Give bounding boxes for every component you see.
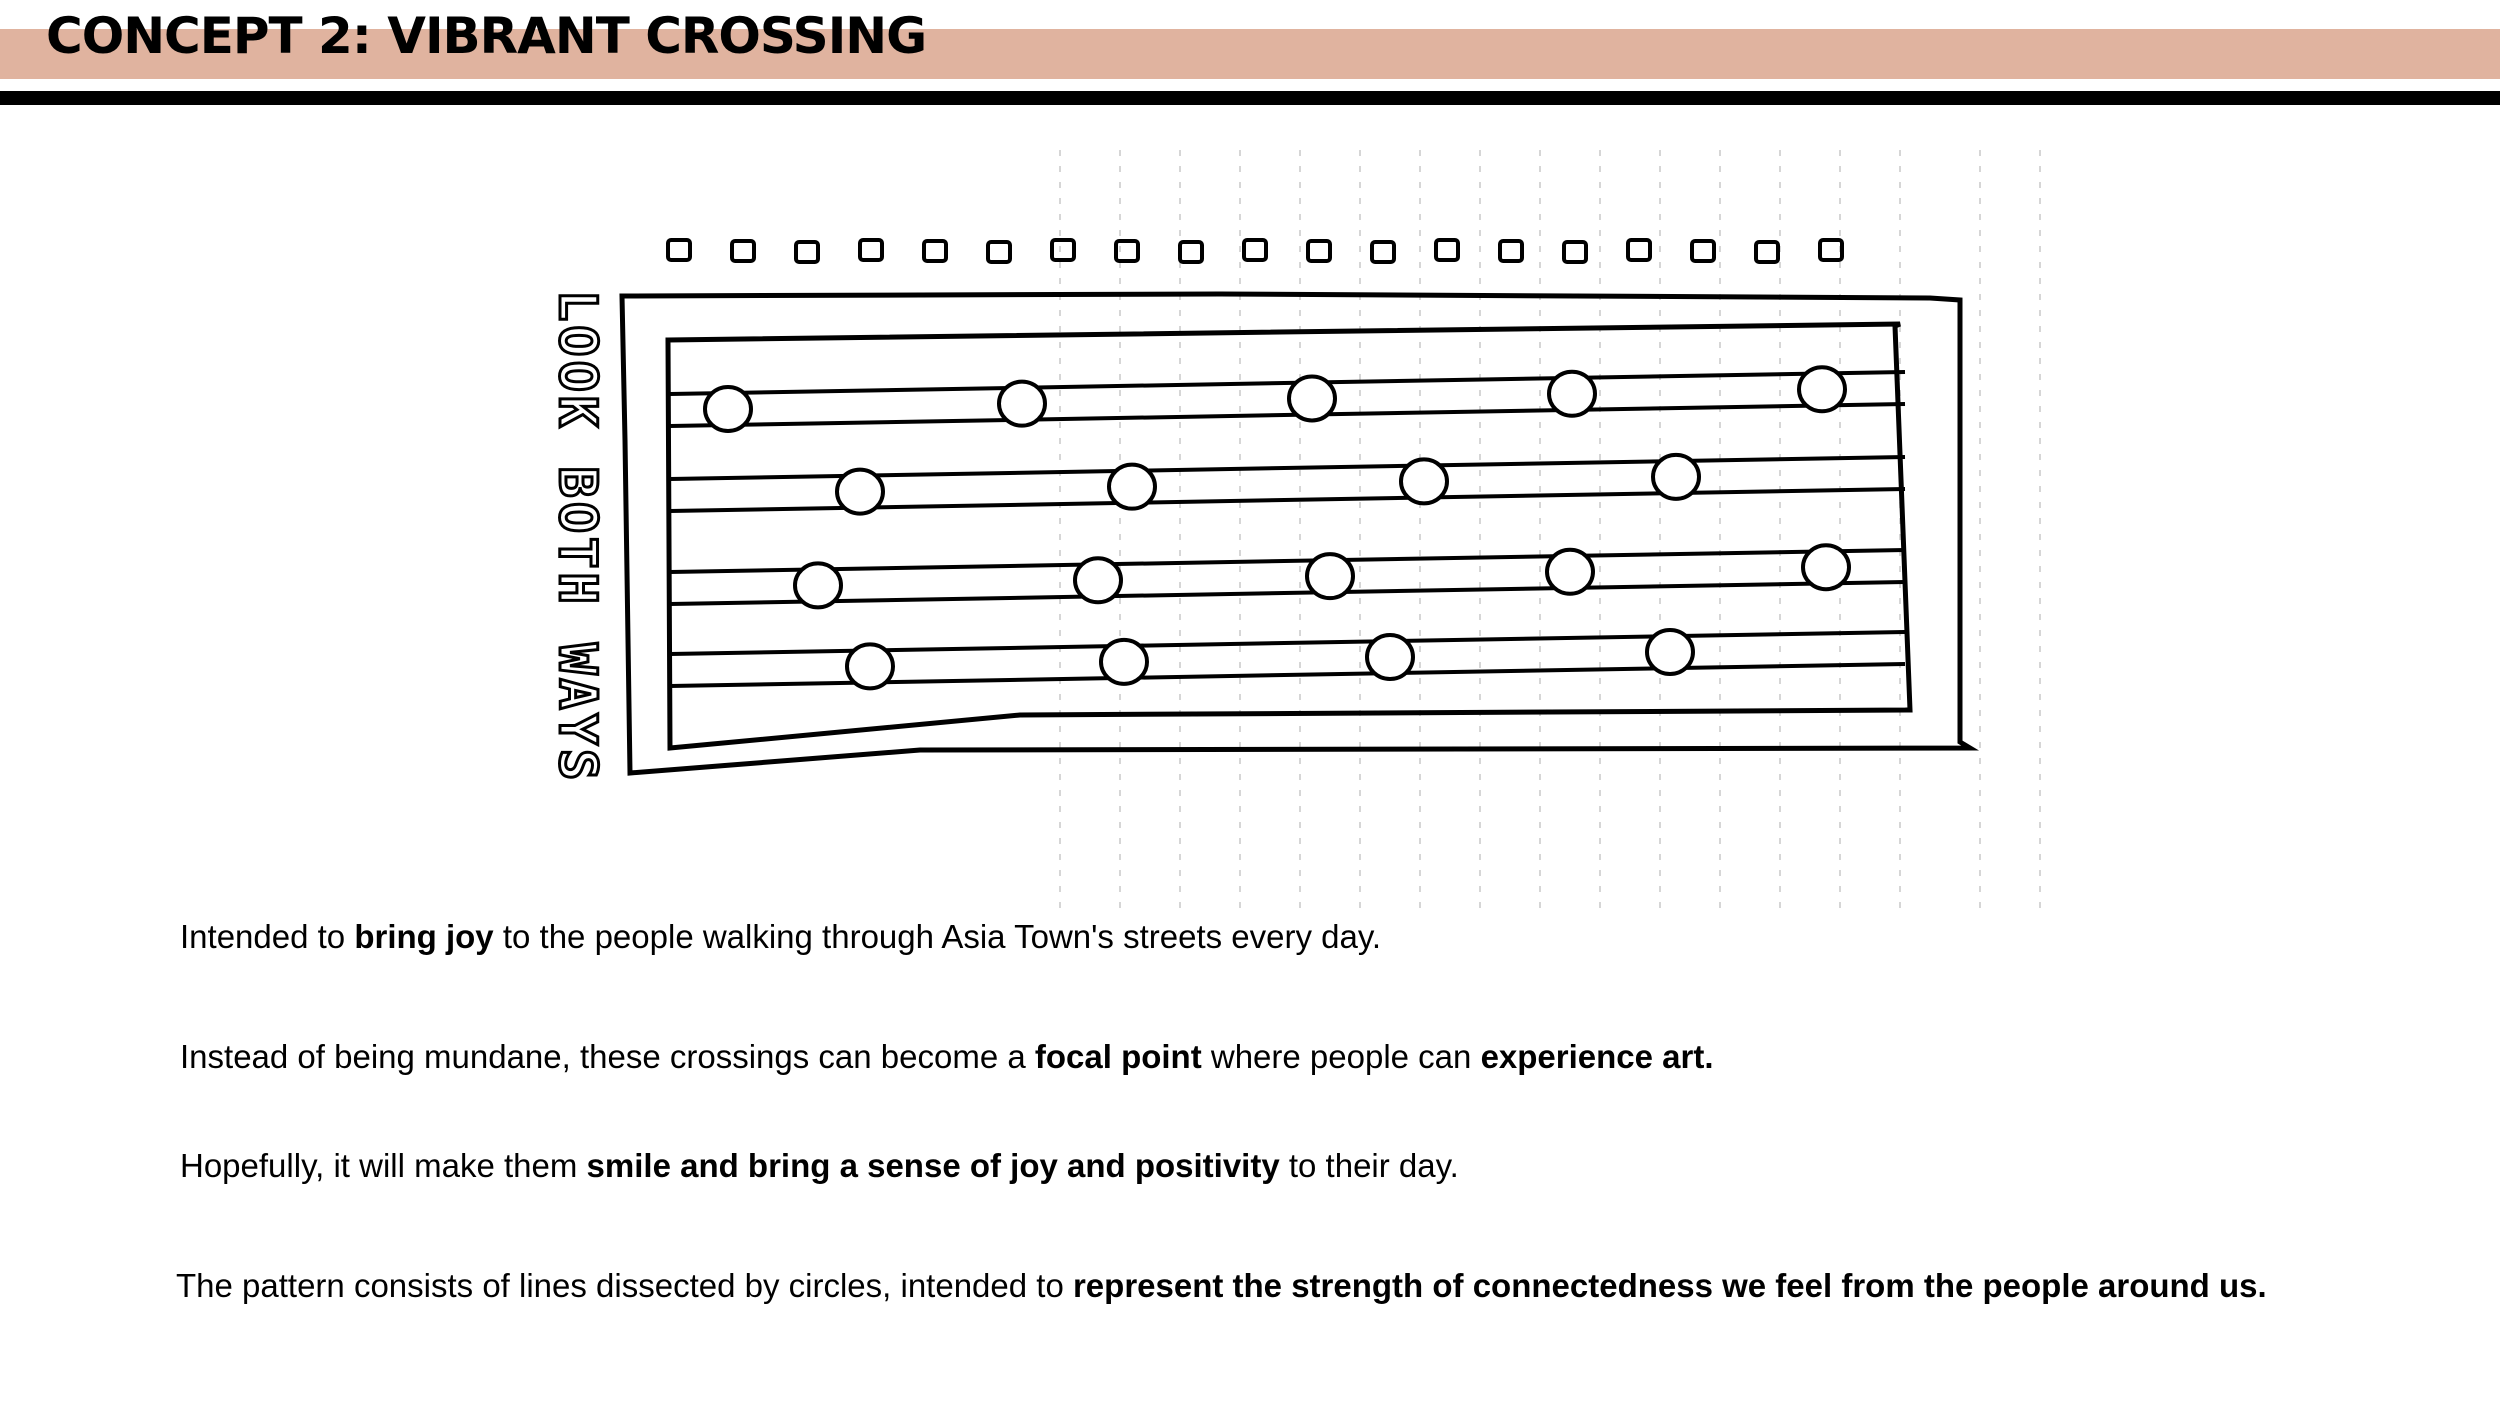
marker-square <box>1820 240 1842 260</box>
emphasis-text: represent the strength of connectedness we feel from the people around us. <box>1072 1267 2267 1304</box>
body-text: Instead of being mundane, these crossings can become a <box>180 1038 1035 1075</box>
crossing-circle <box>999 382 1045 426</box>
crossing-circle <box>1367 635 1413 679</box>
crossing-circle <box>1549 372 1595 416</box>
body-text: to their day. <box>1279 1147 1459 1184</box>
crossing-circle <box>1647 630 1693 674</box>
crossing-circle <box>1307 554 1353 598</box>
top-markers <box>668 240 1842 262</box>
crossing-circle <box>795 563 841 607</box>
outer-frame <box>622 294 1970 773</box>
sketch-side-text: LOOK BOTH WAYS <box>547 290 607 785</box>
marker-square <box>1244 240 1266 260</box>
marker-square <box>1372 242 1394 262</box>
crossing-circle <box>1799 367 1845 411</box>
marker-square <box>668 240 690 260</box>
paragraph-1 <box>180 916 1381 958</box>
marker-square <box>924 241 946 261</box>
body-text: The pattern consists of lines dissected by circles, intended to <box>176 1267 1073 1304</box>
crossing-circle <box>847 644 893 688</box>
crossing-circle <box>837 470 883 514</box>
marker-square <box>796 242 818 262</box>
emphasis-text: focal point <box>1034 1038 1202 1075</box>
paragraph-2 <box>180 1036 1714 1078</box>
body-text: to the people walking through Asia Town's streets every day. <box>493 918 1382 955</box>
crossing-circle <box>1109 465 1155 509</box>
marker-square <box>732 241 754 261</box>
crossing-circle <box>1075 558 1121 602</box>
crossing-sketch <box>520 140 2060 920</box>
marker-square <box>860 240 882 260</box>
crossing-circle <box>1101 640 1147 684</box>
crossing-circle <box>1401 459 1447 503</box>
body-text: Hopefully, it will make them <box>180 1147 587 1184</box>
marker-square <box>1692 241 1714 261</box>
page-title: CONCEPT 2: VIBRANT CROSSING <box>46 7 927 65</box>
header-rule <box>0 91 2500 105</box>
crossing-circle <box>705 387 751 431</box>
marker-square <box>1308 241 1330 261</box>
paragraph-4 <box>176 1265 2267 1307</box>
marker-square <box>1756 242 1778 262</box>
marker-square <box>1180 242 1202 262</box>
emphasis-text: smile and bring a sense of joy and positivity <box>586 1147 1280 1184</box>
paragraph-3 <box>180 1145 1459 1187</box>
marker-square <box>1436 240 1458 260</box>
crossing-circle <box>1653 455 1699 499</box>
marker-square <box>1500 241 1522 261</box>
crossing-circle <box>1803 545 1849 589</box>
graph-paper-grid <box>1060 150 2040 910</box>
emphasis-text: bring joy <box>354 918 494 955</box>
marker-square <box>1052 240 1074 260</box>
marker-square <box>988 242 1010 262</box>
body-text: where people can <box>1201 1038 1481 1075</box>
marker-square <box>1628 240 1650 260</box>
crossing-circle <box>1547 550 1593 594</box>
crossing-circle <box>1289 376 1335 420</box>
crossing-lines <box>670 372 1905 686</box>
marker-square <box>1564 242 1586 262</box>
emphasis-text: experience art. <box>1480 1038 1714 1075</box>
body-text: Intended to <box>180 918 355 955</box>
